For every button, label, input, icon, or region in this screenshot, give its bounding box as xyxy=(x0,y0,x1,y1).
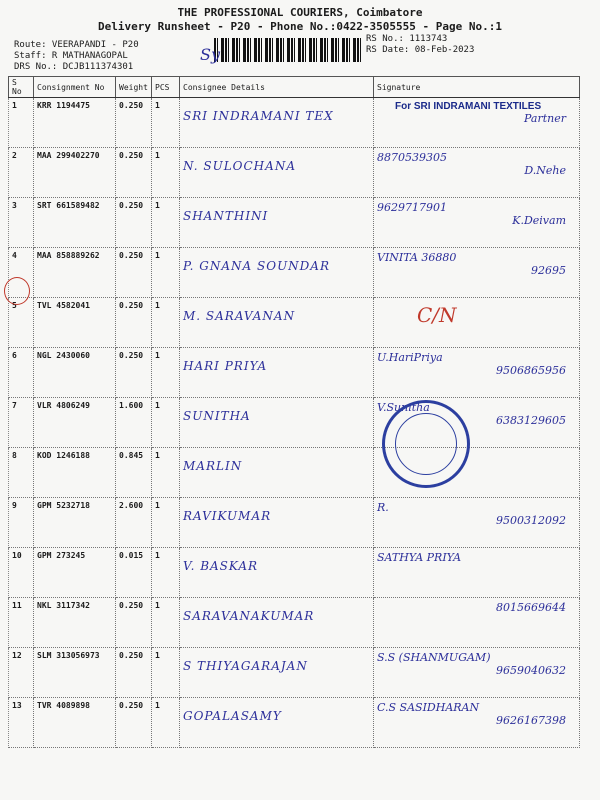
table-row xyxy=(9,698,580,748)
consignee-cell xyxy=(180,648,374,698)
weight-value: 0.250 xyxy=(116,148,152,198)
serial-number: 13 xyxy=(9,698,34,748)
serial-number: 12 xyxy=(9,648,34,698)
consignment-number: SLM 313056973 xyxy=(34,648,116,698)
weight-value: 0.250 xyxy=(116,348,152,398)
consignment-number: GPM 273245 xyxy=(34,548,116,598)
table-row xyxy=(9,398,580,448)
serial-number: 9 xyxy=(9,498,34,548)
signature-text: VINITA 36880 xyxy=(377,251,457,264)
consignee-name: N. SULOCHANA xyxy=(183,159,296,173)
consignee-cell xyxy=(180,248,374,298)
consignee-name: M. SARAVANAN xyxy=(183,309,296,323)
table-row xyxy=(9,598,580,648)
pieces-count: 1 xyxy=(152,598,180,648)
column-header: Consignee Details xyxy=(180,77,374,98)
signature-note: K.Deivam xyxy=(512,214,566,227)
signature-cell xyxy=(374,348,580,398)
weight-value: 0.015 xyxy=(116,548,152,598)
signature-text: For SRI INDRAMANI TEXTILES xyxy=(395,101,542,112)
signature-cell xyxy=(374,598,580,648)
table-row xyxy=(9,248,580,298)
consignee-cell xyxy=(180,198,374,248)
pieces-count: 1 xyxy=(152,248,180,298)
weight-value: 1.600 xyxy=(116,398,152,448)
signature-note: 6383129605 xyxy=(496,414,566,427)
signature-cell xyxy=(374,98,580,148)
pieces-count: 1 xyxy=(152,198,180,248)
consignee-cell xyxy=(180,598,374,648)
handwritten-initials: Sy xyxy=(200,45,220,64)
table-row xyxy=(9,348,580,398)
consignee-cell xyxy=(180,698,374,748)
pieces-count: 1 xyxy=(152,448,180,498)
signature-note: 9506865956 xyxy=(496,364,566,377)
consignee-name: P. GNANA SOUNDAR xyxy=(183,259,330,273)
serial-number: 2 xyxy=(9,148,34,198)
consignment-number: GPM 5232718 xyxy=(34,498,116,548)
pieces-count: 1 xyxy=(152,698,180,748)
signature-text: R. xyxy=(377,501,389,514)
pieces-count: 1 xyxy=(152,298,180,348)
signature-cell xyxy=(374,248,580,298)
table-row xyxy=(9,548,580,598)
pieces-count: 1 xyxy=(152,98,180,148)
rs-number: RS No.: 1113743 xyxy=(366,34,448,44)
consignee-name: SARAVANAKUMAR xyxy=(183,609,315,623)
consignment-number: MAA 299402270 xyxy=(34,148,116,198)
consignee-cell xyxy=(180,348,374,398)
pieces-count: 1 xyxy=(152,148,180,198)
pieces-count: 1 xyxy=(152,348,180,398)
consignee-name: HARI PRIYA xyxy=(183,359,268,373)
consignment-number: TVL 4582041 xyxy=(34,298,116,348)
weight-value: 0.250 xyxy=(116,198,152,248)
signature-text: 9629717901 xyxy=(377,201,447,214)
signature-text: V.Sunitha xyxy=(377,401,430,414)
consignee-cell xyxy=(180,398,374,448)
consignee-name: RAVIKUMAR xyxy=(183,509,272,523)
signature-note: 9626167398 xyxy=(496,714,566,727)
serial-number: 1 xyxy=(9,98,34,148)
table-row xyxy=(9,148,580,198)
consignment-number: KRR 1194475 xyxy=(34,98,116,148)
signature-cell xyxy=(374,648,580,698)
consignee-name: MARLIN xyxy=(183,459,243,473)
signature-text: U.HariPriya xyxy=(377,351,443,364)
rs-date: RS Date: 08-Feb-2023 xyxy=(366,45,475,55)
signature-note: 8015669644 xyxy=(496,601,566,614)
pieces-count: 1 xyxy=(152,648,180,698)
consignee-name: SRI INDRAMANI TEX xyxy=(183,109,334,123)
pieces-count: 1 xyxy=(152,398,180,448)
serial-number: 10 xyxy=(9,548,34,598)
table-row xyxy=(9,198,580,248)
signature-note: D.Nehe xyxy=(524,164,566,177)
consignee-cell xyxy=(180,298,374,348)
signature-text: SATHYA PRIYA xyxy=(377,551,462,564)
table-row xyxy=(9,498,580,548)
signature-cell xyxy=(374,698,580,748)
consignment-number: NGL 2430060 xyxy=(34,348,116,398)
column-header: Signature xyxy=(374,77,580,98)
signature-text: C.S SASIDHARAN xyxy=(377,701,480,714)
consignee-cell xyxy=(180,498,374,548)
runsheet-subtitle: Delivery Runsheet - P20 - Phone No.:0422-3505555 - Page No.:1 xyxy=(98,20,502,33)
delivery-table xyxy=(8,76,580,748)
red-circle-mark xyxy=(4,277,30,305)
consignment-number: SRT 661589482 xyxy=(34,198,116,248)
consignee-name: SHANTHINI xyxy=(183,209,269,223)
serial-number: 8 xyxy=(9,448,34,498)
weight-value: 2.600 xyxy=(116,498,152,548)
column-header: S No xyxy=(9,77,34,98)
consignment-number: VLR 4806249 xyxy=(34,398,116,448)
company-title: THE PROFESSIONAL COURIERS, Coimbatore xyxy=(177,6,423,19)
weight-value: 0.250 xyxy=(116,248,152,298)
serial-number: 6 xyxy=(9,348,34,398)
signature-text: S.S (SHANMUGAM) xyxy=(377,651,491,664)
signature-note: Partner xyxy=(524,112,566,125)
weight-value: 0.250 xyxy=(116,698,152,748)
signature-note: 92695 xyxy=(531,264,566,277)
consignment-number: KOD 1246188 xyxy=(34,448,116,498)
signature-text: C/N xyxy=(417,303,457,327)
weight-value: 0.250 xyxy=(116,98,152,148)
barcode xyxy=(214,38,364,62)
serial-number: 4 xyxy=(9,248,34,298)
column-header: PCS xyxy=(152,77,180,98)
signature-note: 9500312092 xyxy=(496,514,566,527)
table-row xyxy=(9,298,580,348)
consignee-cell xyxy=(180,448,374,498)
staff-info: Staff: R MATHANAGOPAL xyxy=(14,51,128,61)
signature-cell xyxy=(374,548,580,598)
consignment-number: NKL 3117342 xyxy=(34,598,116,648)
weight-value: 0.250 xyxy=(116,298,152,348)
signature-text: 8870539305 xyxy=(377,151,447,164)
weight-value: 0.845 xyxy=(116,448,152,498)
column-header: Weight xyxy=(116,77,152,98)
route-info: Route: VEERAPANDI - P20 xyxy=(14,40,139,50)
table-row xyxy=(9,448,580,498)
serial-number: 3 xyxy=(9,198,34,248)
signature-cell xyxy=(374,198,580,248)
weight-value: 0.250 xyxy=(116,598,152,648)
consignee-cell xyxy=(180,148,374,198)
serial-number: 7 xyxy=(9,398,34,448)
column-header: Consignment No xyxy=(34,77,116,98)
consignment-number: MAA 858889262 xyxy=(34,248,116,298)
school-seal xyxy=(382,400,470,488)
drs-number: DRS No.: DCJB111374301 xyxy=(14,62,134,72)
pieces-count: 1 xyxy=(152,498,180,548)
table-header-row xyxy=(9,77,580,98)
table-row xyxy=(9,648,580,698)
serial-number: 11 xyxy=(9,598,34,648)
consignee-name: V. BASKAR xyxy=(183,559,259,573)
consignee-cell xyxy=(180,548,374,598)
consignee-name: GOPALASAMY xyxy=(183,709,282,723)
serial-number: 5 xyxy=(9,298,34,348)
pieces-count: 1 xyxy=(152,548,180,598)
signature-note: 9659040632 xyxy=(496,664,566,677)
consignee-cell xyxy=(180,98,374,148)
consignee-name: S THIYAGARAJAN xyxy=(183,659,308,673)
signature-cell xyxy=(374,298,580,348)
consignee-name: SUNITHA xyxy=(183,409,251,423)
weight-value: 0.250 xyxy=(116,648,152,698)
table-row xyxy=(9,98,580,148)
consignment-number: TVR 4089898 xyxy=(34,698,116,748)
signature-cell xyxy=(374,498,580,548)
signature-cell xyxy=(374,148,580,198)
